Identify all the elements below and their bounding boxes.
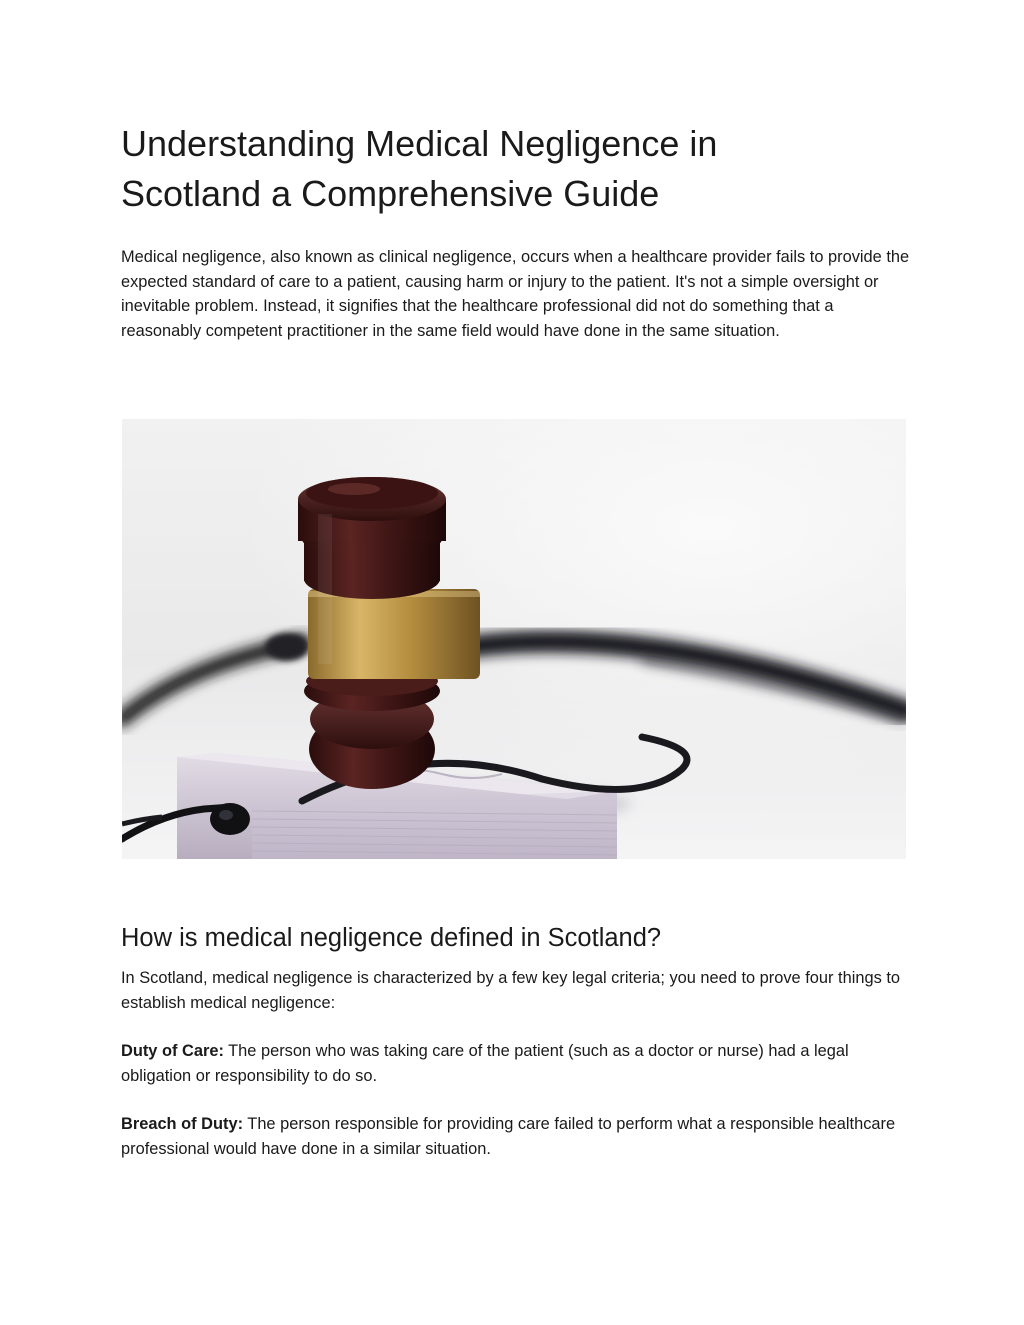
gavel-illustration (122, 419, 906, 859)
criterion-term: Duty of Care: (121, 1042, 224, 1060)
criterion-text: The person responsible for providing care failed to perform what a responsible healthcare professional would have done in a similar situation. (121, 1115, 896, 1158)
intro-paragraph: Medical negligence, also known as clinical negligence, occurs when a healthcare provider fails to provide the expected standard of care to a patient, causing harm or injury to the patient. It's not a simple oversight or inevitable problem. Instead, it signifies that the healthcare professional did not do something that a reasonably competent practitioner in the same field would have done in the same situation. (121, 248, 910, 340)
criterion-text: The person who was taking care of the patient (such as a doctor or nurse) had a legal obligation or responsibility to do so. (121, 1042, 849, 1085)
gavel-stethoscope-image (122, 419, 906, 859)
criterion-duty-of-care (121, 1039, 911, 1088)
page-title-line-2: Scotland a Comprehensive Guide (121, 173, 660, 214)
criterion-breach-of-duty (121, 1112, 911, 1161)
section-heading: How is medical negligence defined in Scotland? (121, 924, 662, 952)
criterion-term: Breach of Duty: (121, 1115, 244, 1133)
page-title (121, 119, 911, 219)
page-title-line-1: Understanding Medical Negligence in (121, 123, 718, 164)
section-intro-paragraph: In Scotland, medical negligence is characterized by a few key legal criteria; you need to prove four things to establish medical negligence: (121, 969, 900, 1012)
